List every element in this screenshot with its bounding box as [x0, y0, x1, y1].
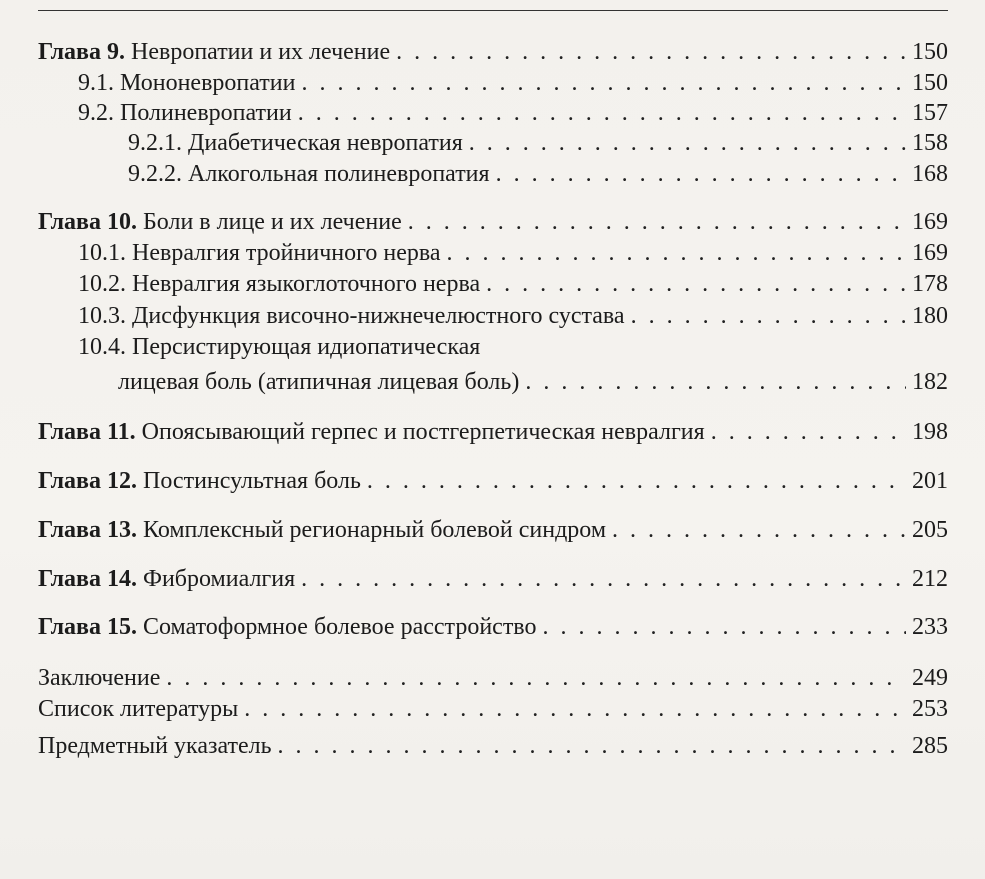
section-title: Заключение	[38, 665, 161, 691]
section-title: 9.1. Мононевропатии	[78, 70, 296, 96]
toc-chapter-15[interactable]	[38, 613, 948, 641]
page-number: 178	[912, 271, 948, 297]
toc-label	[38, 516, 606, 544]
page-number: 212	[912, 566, 948, 592]
toc-label	[38, 418, 705, 446]
section-title: лицевая боль (атипичная лицевая боль)	[118, 369, 520, 395]
toc-chapter-9[interactable]	[38, 38, 948, 66]
toc-section-9-2-1[interactable]	[128, 129, 948, 157]
toc-chapter-12[interactable]	[38, 467, 948, 495]
chapter-title: Фибромиалгия	[143, 566, 296, 592]
dot-leader	[496, 160, 906, 188]
page-number: 201	[912, 468, 948, 494]
chapter-prefix: Глава 14.	[38, 566, 137, 592]
dot-leader	[631, 302, 906, 330]
chapter-prefix: Глава 10.	[38, 209, 137, 235]
page-number: 285	[912, 733, 948, 759]
chapter-prefix: Глава 12.	[38, 468, 137, 494]
section-title: Предметный указатель	[38, 733, 272, 759]
toc-chapter-11[interactable]	[38, 418, 948, 446]
toc-conclusion[interactable]	[38, 664, 948, 692]
toc-section-10-2[interactable]	[78, 270, 948, 298]
chapter-title: Невропатии и их лечение	[131, 39, 391, 65]
dot-leader	[408, 208, 906, 236]
dot-leader	[367, 467, 906, 495]
chapter-title: Опоясывающий герпес и постгерпетическая невралгия	[141, 419, 705, 445]
dot-leader	[396, 38, 906, 66]
dot-leader	[486, 270, 906, 298]
page-number: 249	[912, 665, 948, 691]
page-number: 205	[912, 517, 948, 543]
page-number: 198	[912, 419, 948, 445]
page-number: 169	[912, 209, 948, 235]
dot-leader	[301, 69, 906, 97]
dot-leader	[612, 516, 906, 544]
page-number: 150	[912, 39, 948, 65]
toc-subject-index[interactable]	[38, 732, 948, 760]
page-number: 157	[912, 100, 948, 126]
chapter-prefix: Глава 13.	[38, 517, 137, 543]
page-number: 180	[912, 303, 948, 329]
dot-leader	[711, 418, 906, 446]
toc-label	[38, 208, 402, 236]
toc-section-10-3[interactable]	[78, 302, 948, 330]
section-title: Список литературы	[38, 696, 239, 722]
toc-label	[38, 613, 536, 641]
chapter-prefix: Глава 15.	[38, 614, 137, 640]
dot-leader	[244, 695, 906, 723]
toc-chapter-10[interactable]	[38, 208, 948, 236]
chapter-prefix: Глава 9.	[38, 39, 125, 65]
dot-leader	[542, 613, 906, 641]
page-number: 182	[912, 369, 948, 395]
dot-leader	[301, 565, 906, 593]
toc-section-10-4[interactable]	[118, 368, 948, 396]
toc-section-9-2[interactable]	[78, 99, 948, 127]
dot-leader	[298, 99, 906, 127]
section-title: 9.2.1. Диабетическая невропатия	[128, 130, 463, 156]
toc-label	[38, 565, 295, 593]
dot-leader	[166, 664, 906, 692]
toc-chapter-13[interactable]	[38, 516, 948, 544]
toc-section-10-1[interactable]	[78, 239, 948, 267]
toc-section-9-2-2[interactable]	[128, 160, 948, 188]
chapter-title: Комплексный регионарный болевой синдром	[143, 517, 607, 543]
toc-chapter-14[interactable]	[38, 565, 948, 593]
toc-section-9-1[interactable]	[78, 69, 948, 97]
page-number: 253	[912, 696, 948, 722]
page-number: 150	[912, 70, 948, 96]
section-title: 10.3. Дисфункция височно-нижнечелюстного сустава	[78, 303, 625, 329]
toc-label	[38, 467, 361, 495]
chapter-prefix: Глава 11.	[38, 419, 136, 445]
page-number: 168	[912, 161, 948, 187]
section-title: 10.1. Невралгия тройничного нерва	[78, 240, 441, 266]
chapter-title: Соматоформное болевое расстройство	[143, 614, 537, 640]
section-title: 9.2. Полиневропатии	[78, 100, 292, 126]
dot-leader	[525, 368, 906, 396]
chapter-title: Постинсультная боль	[143, 468, 361, 494]
dot-leader	[447, 239, 906, 267]
dot-leader	[278, 732, 906, 760]
chapter-title: Боли в лице и их лечение	[143, 209, 402, 235]
toc-references[interactable]	[38, 695, 948, 723]
page-number: 158	[912, 130, 948, 156]
page-number: 233	[912, 614, 948, 640]
section-title: 9.2.2. Алкогольная полиневропатия	[128, 161, 490, 187]
toc-label	[38, 38, 390, 66]
section-title: 10.2. Невралгия языкоглоточного нерва	[78, 271, 481, 297]
page-number: 169	[912, 240, 948, 266]
dot-leader	[469, 129, 906, 157]
toc-section-10-4-line1: 10.4. Персистирующая идиопатическая	[78, 334, 481, 360]
